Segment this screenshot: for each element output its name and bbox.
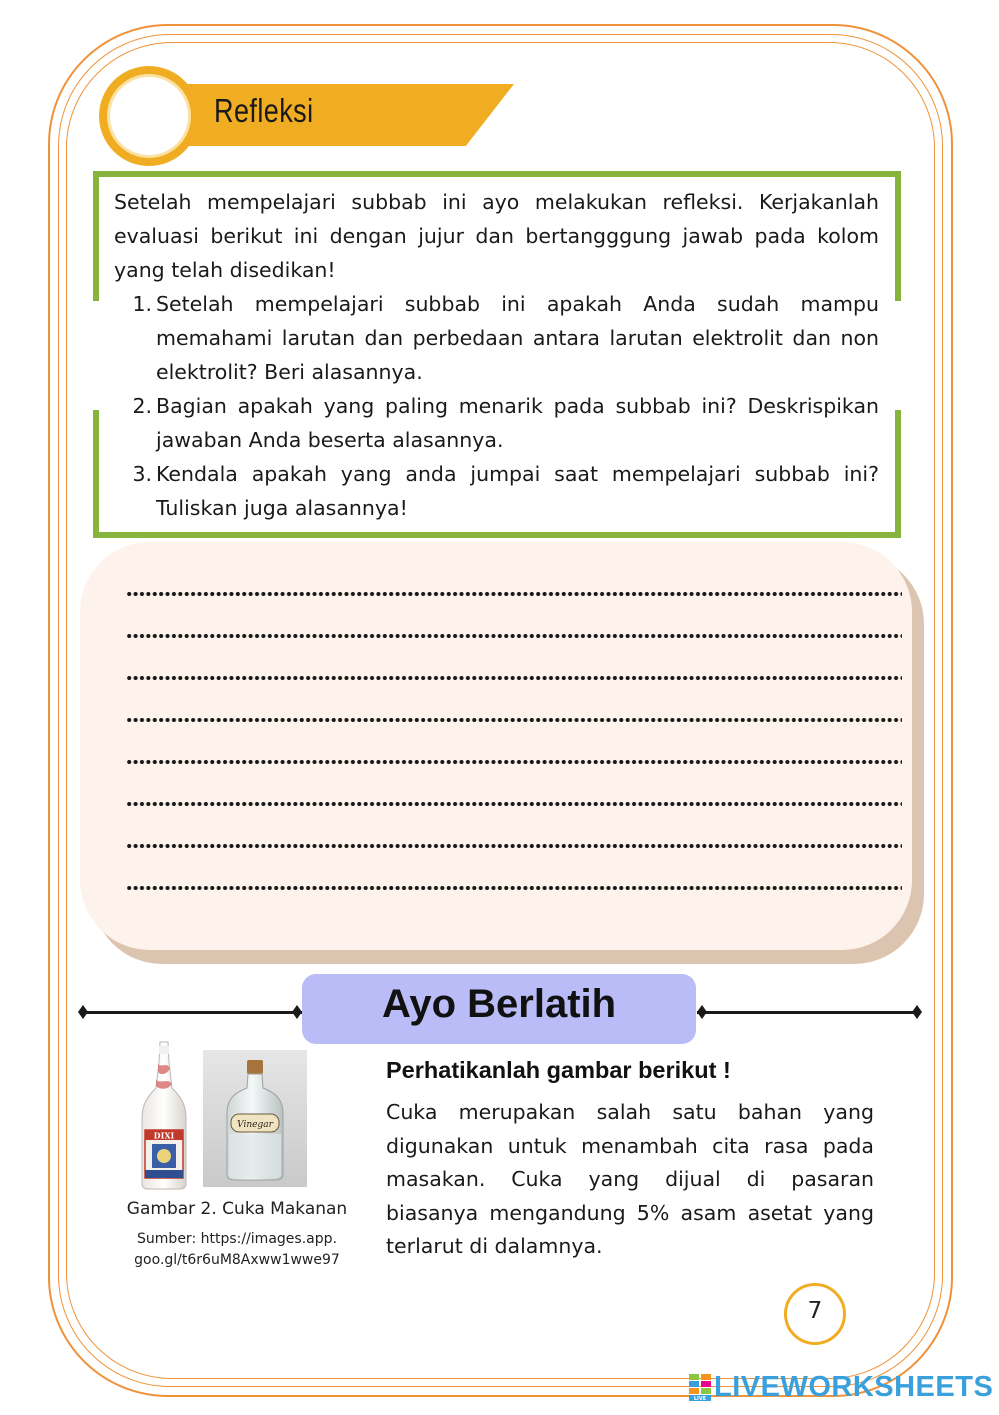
question-number: 3. bbox=[132, 462, 152, 486]
page-number: 7 bbox=[807, 1298, 823, 1324]
answer-line[interactable] bbox=[126, 591, 902, 597]
question-number: 1. bbox=[132, 292, 152, 316]
question-text: Kendala apakah yang anda jumpai saat mempelajari subbab ini? Tuliskan juga alasannya! bbox=[156, 462, 879, 520]
practice-heading: Ayo Berlatih bbox=[381, 982, 617, 1026]
liveworksheets-brand[interactable]: LIVEWORKSHEETS bbox=[714, 1371, 994, 1403]
answer-line[interactable] bbox=[126, 717, 902, 723]
question-text: Setelah mempelajari subbab ini apakah Anda sudah mampu memahami larutan dan perbedaan antara larutan elektrolit dan non elektrolit? Beri alasannya. bbox=[156, 292, 879, 384]
heading-divider-left bbox=[80, 1011, 302, 1014]
question-item bbox=[114, 389, 879, 457]
figure-source-line: goo.gl/t6r6uM8Axww1wwe97 bbox=[134, 1252, 340, 1268]
figure-caption: Gambar 2. Cuka Makanan bbox=[126, 1199, 348, 1219]
answer-line[interactable] bbox=[126, 675, 902, 681]
bottle-label-text: DIXI bbox=[153, 1130, 175, 1141]
question-item bbox=[114, 457, 879, 525]
reflection-question-list bbox=[114, 287, 879, 525]
logo-badge-text: LIVE bbox=[693, 1396, 707, 1402]
question-item bbox=[114, 287, 879, 389]
figure-source bbox=[104, 1229, 370, 1271]
ribbon-circle-inner bbox=[107, 74, 191, 158]
answer-line[interactable] bbox=[126, 843, 902, 849]
answer-line[interactable] bbox=[126, 759, 902, 765]
question-number: 2. bbox=[132, 394, 152, 418]
answer-line[interactable] bbox=[126, 633, 902, 639]
vinegar-jar-image bbox=[203, 1050, 307, 1187]
jar-label-text: Vinegar bbox=[237, 1120, 273, 1130]
answer-line[interactable] bbox=[126, 885, 902, 891]
vinegar-bottle-image bbox=[128, 1040, 200, 1190]
question-text: Bagian apakah yang paling menarik pada subbab ini? Deskrispikan jawaban Anda beserta alasannya. bbox=[156, 394, 879, 452]
answer-line[interactable] bbox=[126, 801, 902, 807]
practice-subheading: Perhatikanlah gambar berikut ! bbox=[386, 1057, 731, 1083]
section-title: Refleksi bbox=[214, 92, 314, 129]
reflection-intro bbox=[114, 185, 879, 287]
liveworksheets-logo-icon bbox=[688, 1372, 712, 1402]
figure-source-line: Sumber: https://images.app. bbox=[137, 1231, 337, 1247]
heading-divider-right bbox=[697, 1011, 919, 1014]
practice-body: Cuka merupakan salah satu bahan yang digunakan untuk menambah cita rasa pada masakan. Cuka yang dijual di pasaran biasanya mengandung 5% asam asetat yang terlarut di dalamnya. bbox=[386, 1100, 874, 1258]
reflection-intro-text: Setelah mempelajari subbab ini ayo melakukan refleksi. Kerjakanlah evaluasi berikut ini dengan jujur dan bertangggung jawab pada kolom yang telah disedikan! bbox=[114, 190, 879, 282]
